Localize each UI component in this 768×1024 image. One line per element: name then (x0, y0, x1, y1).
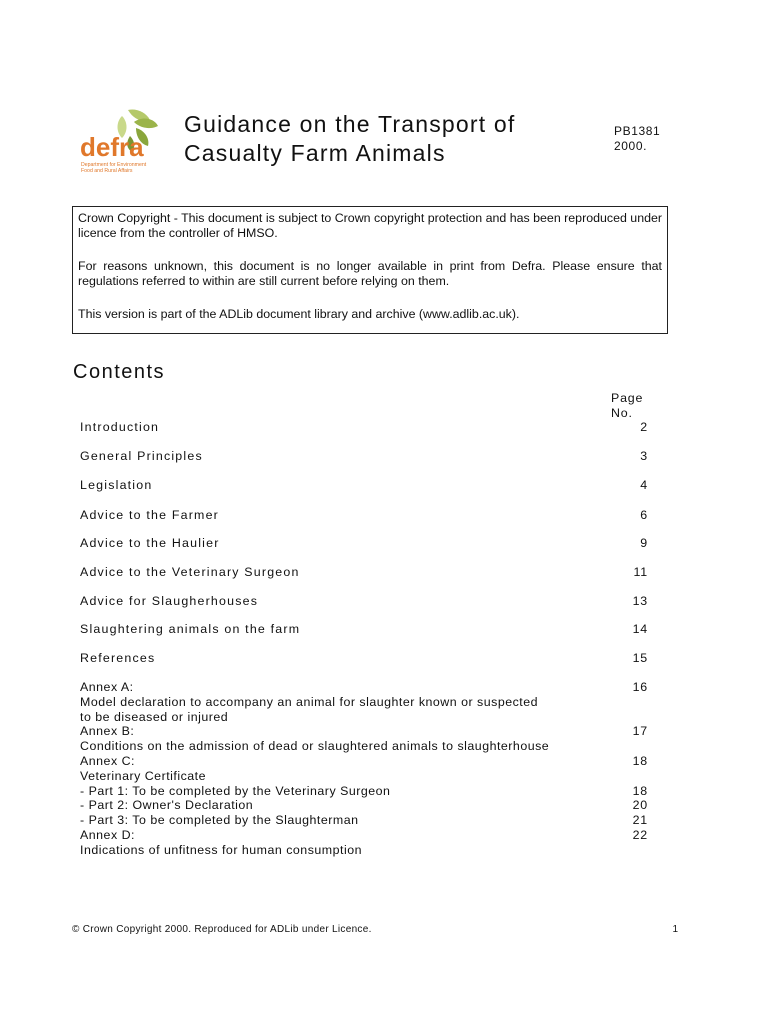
annex-line: Annex B: (80, 724, 135, 739)
defra-logo (76, 106, 176, 176)
annex-line: - Part 2: Owner's Declaration (80, 798, 254, 813)
annex-line: to be diseased or injured (80, 709, 229, 724)
annex-page-number: 17 (632, 724, 648, 739)
annex-line: Conditions on the admission of dead or slaughtered animals to slaughterhouse (80, 739, 550, 754)
toc-entry-page: 15 (632, 651, 648, 665)
annex-page-number: 18 (632, 754, 648, 768)
reference-code: PB1381 (614, 124, 661, 138)
toc-entry-label: Legislation (80, 478, 153, 492)
toc-entry-page: 11 (633, 565, 648, 579)
toc-entry-page: 2 (640, 420, 648, 434)
toc-entry-label: Advice to the Veterinary Surgeon (80, 565, 300, 579)
title-line: Casualty Farm Animals (184, 140, 446, 166)
annex-line: - Part 3: To be completed by the Slaughterman (80, 813, 359, 828)
document-reference (614, 124, 660, 154)
toc-entry-label: General Principles (80, 449, 203, 463)
title-line: Guidance on the Transport of (184, 111, 516, 137)
document-header (76, 104, 686, 180)
footer-copyright: © Crown Copyright 2000. Reproduced for ADLib under Licence. (72, 924, 372, 935)
logo-subtitle-line: Department for Environment (81, 162, 147, 168)
annex-line: - Part 1: To be completed by the Veterinary Surgeon (80, 783, 391, 798)
contents-heading: Contents (73, 361, 166, 383)
notice-paragraph: For reasons unknown, this document is no longer available in print from Defra. Please ensure that regulations referred to within are still current before relying on them. (78, 259, 662, 288)
page-header-line: Page (611, 391, 644, 405)
page-header-line: No. (611, 405, 633, 420)
toc-entry-label: Advice to the Farmer (80, 508, 220, 522)
toc-entry-label: Advice for Slaugherhouses (80, 594, 259, 608)
toc-entry-page: 13 (632, 594, 648, 608)
annex-line: Veterinary Certificate (80, 768, 207, 783)
toc-entry-label: Introduction (80, 420, 160, 434)
annex-line: Indications of unfitness for human consumption (80, 842, 362, 857)
annex-line: Model declaration to accompany an animal for slaughter known or suspected (80, 694, 539, 709)
logo-wordmark: defra (80, 132, 144, 162)
toc-entry-label: References (80, 651, 156, 665)
annex-page-number: 21 (632, 813, 648, 828)
annex-line: Annex A: (80, 680, 134, 694)
document-title (184, 110, 516, 168)
logo-subtitle-line: Food and Rural Affairs (81, 168, 133, 174)
toc-entry-page: 14 (632, 622, 648, 636)
reference-year: 2000. (614, 139, 648, 153)
toc-entry-page: 3 (640, 449, 648, 463)
logo-subtitle (81, 162, 165, 174)
toc-entry-page: 6 (640, 508, 648, 522)
toc-entry-label: Slaughtering animals on the farm (80, 622, 301, 636)
annex-page-number: 20 (632, 798, 648, 813)
toc-entry-page: 4 (640, 478, 648, 492)
annex-line: Annex D: (80, 828, 135, 842)
annex-page-number: 16 (632, 680, 648, 694)
page-number-column-header (611, 391, 643, 420)
annex-line: Annex C: (80, 754, 135, 768)
toc-entry-page: 9 (640, 536, 648, 550)
annex-page-number: 18 (632, 783, 648, 798)
footer-page-number: 1 (672, 924, 678, 935)
notice-paragraph: Crown Copyright - This document is subject to Crown copyright protection and has been reproduced under licence from the controller of HMSO. (78, 211, 662, 240)
annex-page-number: 22 (632, 828, 648, 842)
copyright-notice-box (72, 206, 668, 334)
notice-paragraph: This version is part of the ADLib document library and archive (www.adlib.ac.uk). (78, 307, 520, 321)
toc-entry-label: Advice to the Haulier (80, 536, 220, 550)
